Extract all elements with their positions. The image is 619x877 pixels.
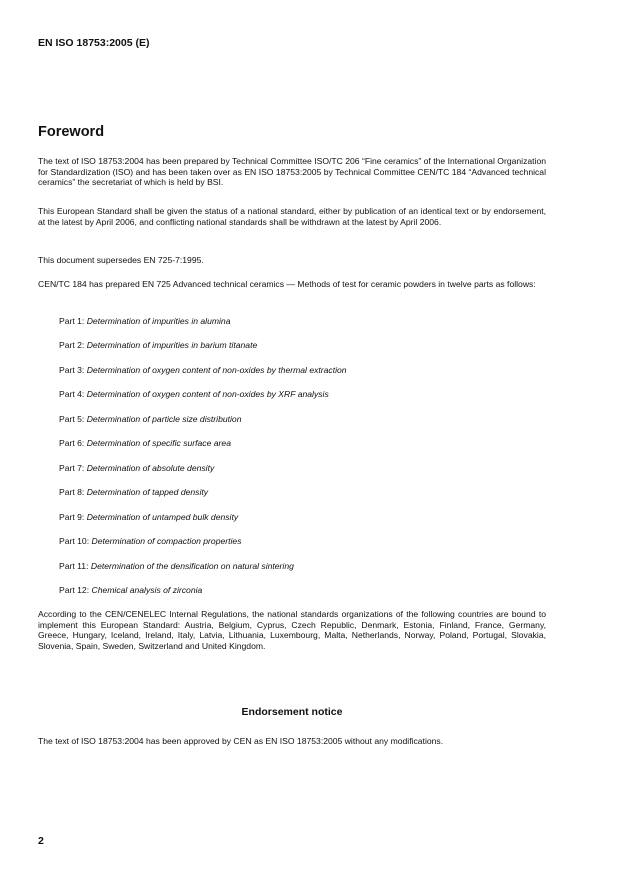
foreword-paragraph-3: This document supersedes EN 725-7:1995. <box>38 255 204 265</box>
foreword-paragraph-2: This European Standard shall be given the status of a national standard, either by publication of an identical text or by endorsement, at the latest by April 2006, and conflicting national standards shall be withdrawn at the latest by April 2006. <box>38 206 546 227</box>
part-label: Part 8: <box>59 487 85 497</box>
foreword-title: Foreword <box>38 124 105 140</box>
part-list-item <box>59 585 202 596</box>
part-title: Determination of the densification on natural sintering <box>90 561 294 571</box>
part-list-item <box>59 389 329 400</box>
foreword-paragraph-1: The text of ISO 18753:2004 has been prepared by Technical Committee ISO/TC 206 “Fine ceramics” of the International Organization for Standardization (ISO) and has been taken over as EN ISO 18753:2005 by Technical Committee CEN/TC 184 “Advanced technical ceramics” the secretariat of which is held by BSI. <box>38 156 546 188</box>
part-label: Part 12: <box>59 585 90 595</box>
part-title: Determination of untamped bulk density <box>86 512 239 522</box>
part-label: Part 3: <box>59 365 85 375</box>
part-list-item <box>59 340 257 351</box>
part-list-item <box>59 536 242 547</box>
part-label: Part 11: <box>59 561 89 571</box>
part-title: Determination of oxygen content of non-oxides by thermal extraction <box>86 365 347 375</box>
part-title: Determination of specific surface area <box>86 438 231 448</box>
part-list-item <box>59 365 347 376</box>
page-number: 2 <box>38 835 44 847</box>
part-label: Part 5: <box>59 414 85 424</box>
part-label: Part 9: <box>59 512 85 522</box>
part-label: Part 6: <box>59 438 85 448</box>
endorsement-text: The text of ISO 18753:2004 has been approved by CEN as EN ISO 18753:2005 without any modifications. <box>38 736 444 746</box>
part-list-item <box>59 561 294 572</box>
part-label: Part 10: <box>59 536 90 546</box>
part-list-item <box>59 414 241 425</box>
implementation-paragraph: According to the CEN/CENELEC Internal Regulations, the national standards organizations of the following countries are bound to implement this European Standard: Austria, Belgium, Cyprus, Czech Republic, Denmark, Estonia, Finland, France, Germany, Greece, Hungary, Iceland, Ireland, Italy, Latvia, Lithuania, Luxembourg, Malta, Netherlands, Norway, Poland, Portugal, Slovakia, Slovenia, Spain, Sweden, Switzerland and United Kingdom. <box>38 609 546 651</box>
part-label: Part 4: <box>59 389 85 399</box>
part-list-item <box>59 487 208 498</box>
part-list-item <box>59 438 231 449</box>
part-list-item <box>59 512 238 523</box>
document-header: EN ISO 18753:2005 (E) <box>38 37 150 49</box>
endorsement-title: Endorsement notice <box>241 706 343 718</box>
part-label: Part 2: <box>59 340 85 350</box>
part-title: Determination of absolute density <box>86 463 215 473</box>
part-title: Determination of tapped density <box>86 487 209 497</box>
part-list-item <box>59 463 214 474</box>
part-label: Part 7: <box>59 463 85 473</box>
foreword-paragraph-4: CEN/TC 184 has prepared EN 725 Advanced technical ceramics — Methods of test for ceramic powders in twelve parts as follows: <box>38 279 536 289</box>
part-title: Determination of particle size distribution <box>86 414 242 424</box>
part-title: Chemical analysis of zirconia <box>91 585 203 595</box>
part-title: Determination of oxygen content of non-oxides by XRF analysis <box>86 389 329 399</box>
part-title: Determination of impurities in barium titanate <box>86 340 258 350</box>
part-title: Determination of impurities in alumina <box>86 316 231 326</box>
part-title: Determination of compaction properties <box>91 536 242 546</box>
part-label: Part 1: <box>59 316 85 326</box>
part-list-item <box>59 316 231 327</box>
